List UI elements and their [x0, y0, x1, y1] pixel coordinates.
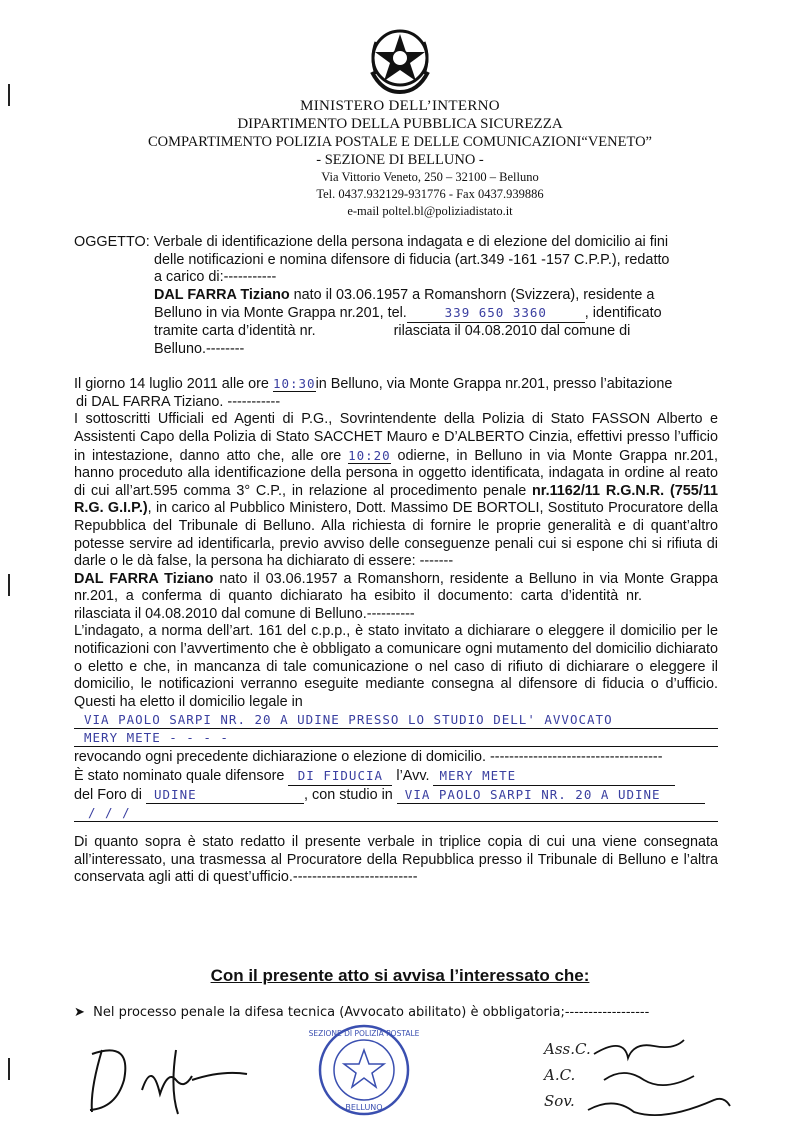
- giorno-text: di DAL FARRA Tiziano. -----------: [76, 393, 281, 410]
- signature-indagato: [72, 1030, 262, 1120]
- giorno-text: in Belluno, via Monte Grappa nr.201, presso l’abitazione: [315, 376, 673, 393]
- giorno-block: [74, 375, 718, 411]
- oggetto-text: Belluno in via Monte Grappa nr.201, tel.: [154, 305, 407, 322]
- handwritten-domicile-line: MERY METE - - - -: [74, 729, 718, 747]
- republic-emblem-icon: [362, 22, 438, 96]
- giorno-text: Il giorno 14 luglio 2011 alle ore: [74, 376, 273, 393]
- case-number: nr.1162/11 R.G.N.R. (755/11 R.G. G.I.P.): [74, 482, 718, 517]
- indagato-paragraph: L’indagato, a norma dell’art. 161 del c.p.p., è stato invitato a dichiarare o eleggere il domicilio per le notificazioni con l’avvertimento che è obbligato a comunicare ogni mutamento del domicilio dichiarato o eletto e che, in mancanza di tale comunicazione o nel caso di rifiuto di dichiarare o eleggere il domicilio, le notificazioni verranno eseguite mediante consegna al difensore di fiducia o d’ufficio. Questi ha eletto il domicilio legale in: [74, 623, 718, 710]
- oggetto-line: a carico di:-----------: [154, 269, 277, 286]
- office-phone: Tel. 0437.932129-931776 - Fax 0437.939886: [316, 187, 544, 201]
- official-stamp: [308, 1020, 420, 1120]
- indagato-name: DAL FARRA Tiziano: [154, 286, 290, 303]
- sottoscritti-paragraph: [74, 411, 718, 570]
- handwritten-time: 10:30: [272, 376, 316, 392]
- oggetto-text: , identificato: [584, 305, 662, 322]
- oggetto-line: delle notificazioni e nomina difensore di fiducia (art.349 -161 -157 C.P.P.), redatto: [154, 251, 670, 268]
- handwritten-time: 10:20: [348, 447, 391, 463]
- handwritten-lawyer-name: MERY METE: [433, 767, 675, 786]
- indagato-name: DAL FARRA Tiziano: [74, 570, 214, 587]
- section-name: - SEZIONE DI BELLUNO -: [316, 152, 484, 168]
- revoca-text: , con studio in: [304, 786, 393, 803]
- avviso-heading: Con il presente atto si avvisa l’interessato che:: [210, 966, 590, 985]
- signature-line: A.C.: [544, 1066, 576, 1084]
- chiusura-paragraph: Di quanto sopra è stato redatto il presente verbale in triplice copia di cui una viene consegnata all’interessato, una trasmessa al Procuratore della Repubblica presso il Tribunale di Belluno e l’altra conservata agli atti di quest’ufficio.--------------------------: [74, 834, 718, 886]
- document-body: [74, 234, 718, 887]
- sottoscritti-text: I sottoscritti Ufficiali ed Agenti di P.G., Sovrintendente della Polizia di Stato FASSON Alberto e Assistenti Capo della Polizia di Stato SACCHET Mauro e D’ALBERTO Cinzia, effettivi presso l’ufficio in intestazione, danno atto che, alle ore: [74, 411, 718, 464]
- office-address: Via Vittorio Veneto, 250 – 32100 – Belluno: [321, 170, 539, 184]
- handwritten-defender-type: DI FIDUCIA: [288, 767, 392, 786]
- handwritten-foro: UDINE: [146, 786, 304, 805]
- oggetto-label: OGGETTO:: [74, 234, 150, 250]
- margin-mark: [8, 84, 10, 106]
- signature-scribble: [584, 1036, 734, 1122]
- signature-officers: [544, 1036, 734, 1122]
- revoca-text: l’Avv.: [396, 768, 430, 785]
- dichiarato-text: rilasciata il 04.08.2010 dal comune di Belluno.----------: [74, 605, 415, 622]
- signature-line: Sov.: [544, 1092, 575, 1110]
- bullet-text: Nel processo penale la difesa tecnica (Avvocato abilitato) è obbligatoria;------------------: [93, 1005, 650, 1020]
- handwritten-studio: VIA PAOLO SARPI NR. 20 A UDINE: [397, 786, 705, 805]
- margin-mark: [8, 1058, 10, 1080]
- signature-line: Ass.C.: [544, 1040, 591, 1058]
- compartment-name: COMPARTIMENTO POLIZIA POSTALE E DELLE COMUNICAZIONI“VENETO”: [148, 134, 652, 150]
- oggetto-line: Verbale di identificazione della persona indagata e di elezione del domicilio ai fini: [153, 234, 669, 250]
- bullet-item: [74, 1005, 726, 1020]
- margin-mark: [8, 574, 10, 596]
- handwritten-slash-line: / / /: [74, 804, 718, 822]
- oggetto-text: rilasciata il 04.08.2010 dal comune di: [389, 322, 631, 339]
- oggetto-text: tramite carta d’identità nr.: [154, 322, 316, 339]
- letterhead: [120, 97, 680, 220]
- arrow-bullet-icon: ➤: [74, 1005, 85, 1020]
- revoca-text: del Foro di: [74, 786, 142, 803]
- revoca-text: È stato nominato quale difensore: [74, 768, 285, 785]
- stamp-text-top: SEZIONE DI POLIZIA POSTALE: [308, 1029, 420, 1038]
- sottoscritti-text: , in carico al Pubblico Ministero, Dott. Massimo DE BORTOLI, Sostituto Procuratore della Repubblica del Tribunale di Belluno. Alla richiesta di fornire le proprie generalità e di quant’altro potesse servire ad identificarla, previo avviso delle conseguenze penali cui si espone chi si rifiuta di darle o le dà false, la persona ha dichiarato di essere: -------: [74, 500, 718, 570]
- office-email: e-mail poltel.bl@poliziadistato.it: [347, 204, 513, 218]
- handwritten-domicile-line: VIA PAOLO SARPI NR. 20 A UDINE PRESSO LO STUDIO DELL' AVVOCATO: [74, 711, 718, 729]
- oggetto-text: nato il 03.06.1957 a Romanshorn (Svizzera), residente a: [289, 286, 655, 303]
- stamp-text-bottom: BELLUNO: [345, 1103, 383, 1112]
- handwritten-phone: 339 650 3360: [407, 304, 585, 323]
- department-name: DIPARTIMENTO DELLA PUBBLICA SICUREZZA: [237, 116, 563, 132]
- oggetto-block: [74, 234, 718, 358]
- ministry-name: MINISTERO DELL’INTERNO: [300, 98, 500, 114]
- oggetto-text: Belluno.--------: [154, 340, 245, 357]
- revoca-text: revocando ogni precedente dichiarazione o elezione di domicilio. ------------------------------------: [74, 749, 663, 766]
- dichiarato-paragraph: [74, 571, 718, 624]
- dichiarato-text: nato il 03.06.1957 a Romanshorn, residente a Belluno in via Monte Grappa nr.201, a conferma di quanto dichiarato ha esibito il documento: carta d’identità nr.: [74, 570, 718, 605]
- sottoscritti-text: odierne, in Belluno in via Monte Grappa nr.201, hanno proceduto alla identificazione della persona in oggetto identificata, indagata in ordine al reato di cui all’art.595 comma 3° C.P., in relazione al procedimento penale: [74, 447, 718, 499]
